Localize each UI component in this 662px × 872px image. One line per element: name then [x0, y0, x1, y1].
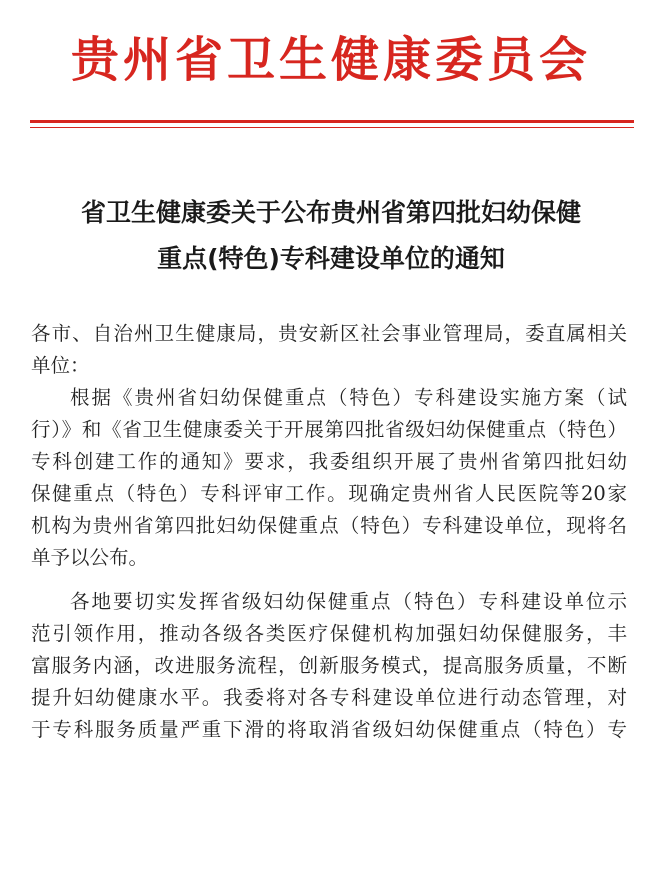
- document-title-line-1: 省卫生健康委关于公布贵州省第四批妇幼保健: [80, 198, 581, 227]
- paragraph-line: 机构为贵州省第四批妇幼保健重点（特色）专科建设单位，现将名: [31, 514, 627, 537]
- addressee: [31, 318, 627, 382]
- addressee-line: 各市、自治州卫生健康局，贵安新区社会事业管理局，委直属相关: [31, 322, 627, 345]
- paragraph-line: 于专科服务质量严重下滑的将取消省级妇幼保健重点（特色）专: [31, 718, 627, 741]
- masthead-org-name: 贵州省卫生健康委员会: [70, 32, 591, 88]
- paragraph-line: 根据《贵州省妇幼保健重点（特色）专科建设实施方案（试: [70, 386, 627, 409]
- paragraph-1: [31, 382, 627, 574]
- paragraph-line: 保健重点（特色）专科评审工作。现确定贵州省人民医院等20家: [31, 482, 627, 505]
- document-title: [20, 190, 642, 282]
- document-title-line-2: 重点(特色)专科建设单位的通知: [157, 244, 505, 273]
- paragraph-line: 富服务内涵，改进服务流程，创新服务模式，提高服务质量，不断: [31, 654, 627, 677]
- paragraph-line: 范引领作用，推动各级各类医疗保健机构加强妇幼保健服务，丰: [31, 622, 627, 645]
- addressee-line: 单位：: [31, 354, 90, 377]
- paragraph-spacer: [31, 574, 627, 586]
- paragraph-line: 各地要切实发挥省级妇幼保健重点（特色）专科建设单位示: [70, 590, 627, 613]
- paragraph-line: 行）》和《省卫生健康委关于开展第四批省级妇幼保健重点（特色）: [31, 418, 627, 441]
- document-body: [31, 318, 627, 746]
- paragraph-line: 专科创建工作的通知》要求，我委组织开展了贵州省第四批妇幼: [31, 450, 627, 473]
- masthead-rule-thin: [30, 127, 634, 128]
- paragraph-line: 单予以公布。: [31, 546, 149, 569]
- paragraph-2: [31, 586, 627, 746]
- paragraph-line: 提升妇幼健康水平。我委将对各专科建设单位进行动态管理，对: [31, 686, 627, 709]
- masthead-rule-thick: [30, 120, 634, 123]
